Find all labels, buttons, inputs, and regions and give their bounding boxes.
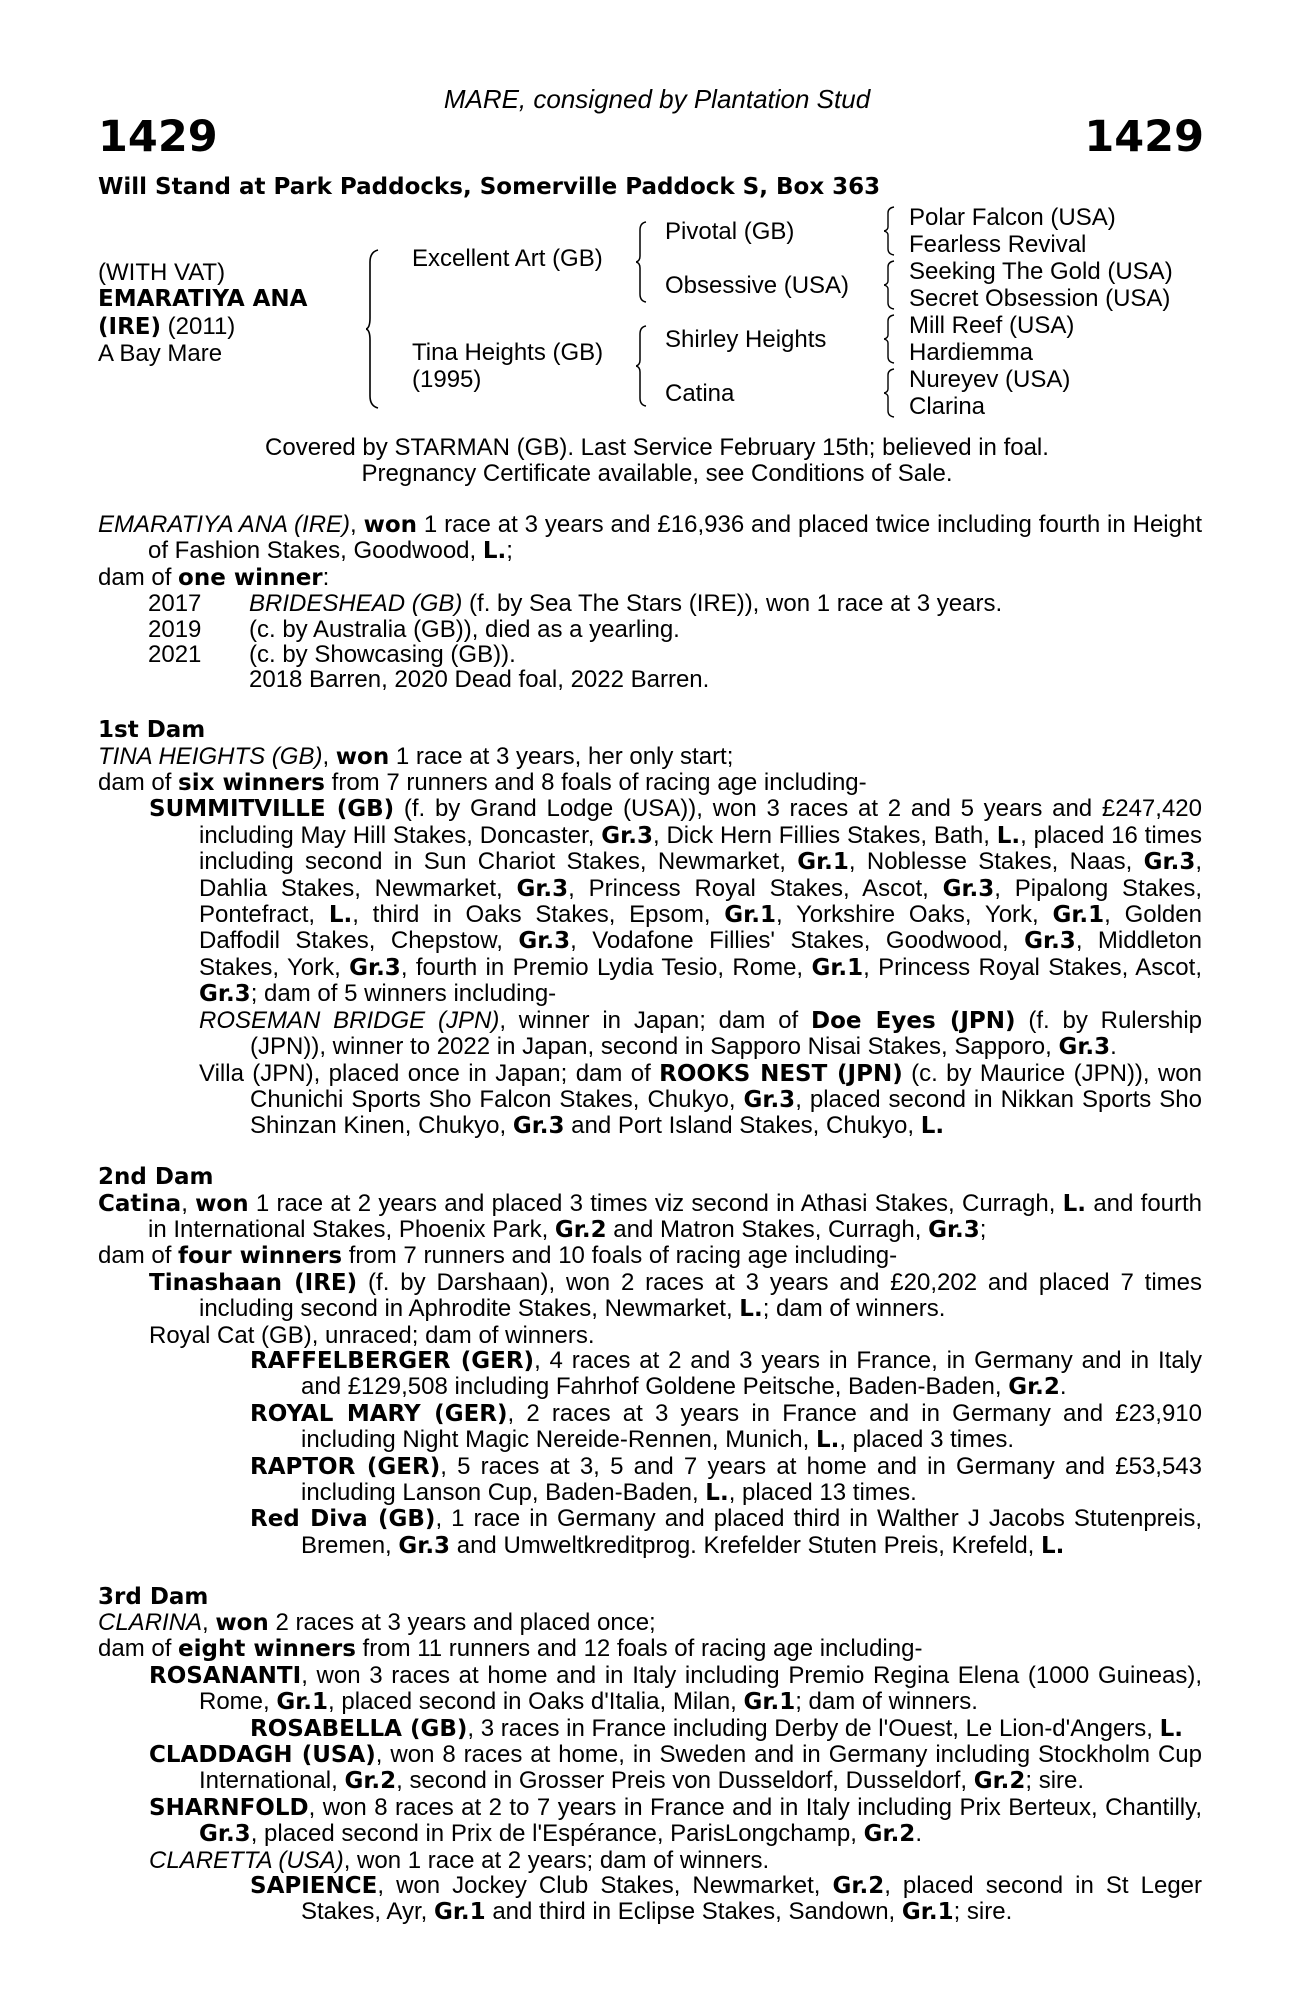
ss-dam: Fearless Revival xyxy=(909,231,1087,258)
text: , xyxy=(350,511,364,538)
dam1-heading: 1st Dam xyxy=(98,717,206,744)
text: ; sire. xyxy=(1025,1767,1085,1795)
produce-year: 2021 xyxy=(148,641,202,669)
text: , Yorkshire Oaks, York, xyxy=(775,901,1053,929)
sire-sire: Pivotal (GB) xyxy=(665,218,795,245)
text: , won 8 races at home, in Sweden and in Germany including Stockholm Cup International, xyxy=(199,1741,1203,1795)
runner-name: ROSEMAN BRIDGE (JPN) xyxy=(199,1006,500,1034)
text: , xyxy=(322,742,336,770)
grade: Gr.1 xyxy=(901,1899,954,1926)
red-diva-entry xyxy=(98,1506,1202,1559)
dam3-name: CLARINA xyxy=(98,1609,203,1637)
pedigree-bracket-main xyxy=(366,248,386,410)
grade: Gr.1 xyxy=(276,1689,329,1716)
grade-label: L. xyxy=(482,538,507,565)
grade: Gr.1 xyxy=(797,849,849,876)
winners-count: eight winners xyxy=(178,1636,356,1663)
grade: Gr.1 xyxy=(811,954,864,981)
grade: L. xyxy=(996,822,1021,849)
runner-name: CLARETTA (USA) xyxy=(149,1846,344,1874)
text: ; dam of winners. xyxy=(762,1295,946,1323)
won-label: won xyxy=(215,1610,269,1637)
text: , placed 3 times. xyxy=(839,1426,1015,1454)
text: , Princess Royal Stakes, Ascot, xyxy=(568,874,943,902)
grade: L. xyxy=(815,1427,840,1454)
horse-description: A Bay Mare xyxy=(98,340,223,367)
dam-year: (1995) xyxy=(412,366,482,393)
lot-number-left: 1429 xyxy=(98,112,218,162)
dam-name: Tina Heights (GB) xyxy=(412,339,604,366)
text: dam of xyxy=(98,1242,179,1270)
rosabella-entry xyxy=(98,1716,1202,1742)
produce-text: (c. by Showcasing (GB)). xyxy=(249,641,516,669)
text: , 2 races at 3 years in France and in Germany and £23,910 including Night Magic Nereide-Rennen, Munich, xyxy=(301,1399,1202,1454)
ss-sire: Polar Falcon (USA) xyxy=(909,204,1116,231)
produce-row xyxy=(98,617,1202,642)
text: 1 race at 2 years and placed 3 times viz second in Athasi Stakes, Curragh, xyxy=(248,1189,1063,1217)
grade: L. xyxy=(1159,1715,1184,1742)
pedigree-bracket-sd xyxy=(884,259,898,311)
roseman-bridge-entry xyxy=(98,1008,1202,1061)
grade: L. xyxy=(920,1113,945,1140)
text: (f. by Sea The Stars (IRE)), won 1 race at 3 years. xyxy=(462,590,1003,618)
won-label: won xyxy=(195,1190,249,1217)
grade: Gr.3 xyxy=(1058,1034,1111,1061)
claddagh-entry xyxy=(98,1742,1202,1795)
won-label: won xyxy=(335,743,390,770)
runner-name: SHARNFOLD xyxy=(149,1794,309,1821)
text: (c. by Maurice (JPN)), won Chunichi Sports Sho Falcon Stakes, Chukyo, xyxy=(250,1059,1203,1113)
pregnancy-line: Pregnancy Certificate available, see Conditions of Sale. xyxy=(361,460,953,487)
text: , xyxy=(181,1189,196,1217)
runner-name: Doe Eyes (JPN) xyxy=(811,1007,1016,1034)
lot-number-right: 1429 xyxy=(1084,112,1204,162)
runner-name: Tinashaan (IRE) xyxy=(149,1269,358,1296)
grade: Gr.3 xyxy=(512,1113,565,1140)
text: , 5 races at 3, 5 and 7 years at home and in Germany and £53,543 including Lanson Cup, Baden-Baden, xyxy=(301,1452,1202,1506)
pedigree-bracket-dd xyxy=(884,367,898,419)
tinashaan-entry xyxy=(98,1270,1202,1323)
grade: Gr.1 xyxy=(743,1689,796,1716)
dam-dam: Catina xyxy=(665,380,735,407)
grade: L. xyxy=(1062,1190,1087,1217)
text: . xyxy=(1110,1033,1117,1061)
text: . xyxy=(915,1820,922,1848)
grade: L. xyxy=(739,1296,763,1323)
mare-name: EMARATIYA ANA (IRE) xyxy=(98,511,351,538)
produce-row xyxy=(98,642,1202,667)
text: . xyxy=(1059,1373,1067,1401)
text: ; dam of winners. xyxy=(795,1688,978,1716)
text: : xyxy=(322,563,330,591)
text: , third in Oaks Stakes, Epsom, xyxy=(352,901,725,929)
runner-name: CLADDAGH (USA) xyxy=(149,1742,376,1769)
sd-dam: Secret Obsession (USA) xyxy=(909,285,1171,312)
grade: Gr.3 xyxy=(1143,849,1196,876)
ds-sire: Mill Reef (USA) xyxy=(909,312,1075,339)
winners-count: one winner xyxy=(178,564,323,591)
grade: Gr.3 xyxy=(516,875,569,902)
dam3-record xyxy=(98,1610,1202,1636)
royal-mary-entry xyxy=(98,1401,1202,1454)
produce-year: 2017 xyxy=(148,590,202,618)
text: ; dam of 5 winners including- xyxy=(250,980,557,1008)
grade: Gr.2 xyxy=(832,1873,885,1900)
grade: Gr.3 xyxy=(601,822,653,849)
text: ; xyxy=(979,1215,987,1243)
grade: Gr.3 xyxy=(942,875,995,902)
grade: L. xyxy=(1041,1532,1065,1559)
text: ; sire. xyxy=(953,1898,1013,1926)
text: , Princess Royal Stakes, Ascot, xyxy=(863,953,1202,981)
grade: L. xyxy=(705,1480,729,1506)
text: 2 races at 3 years and placed once; xyxy=(268,1609,656,1637)
text: , won 1 race at 2 years; dam of winners. xyxy=(343,1846,770,1874)
text: , placed second in St Leger Stakes, Ayr, xyxy=(301,1872,1203,1926)
runner-name: RAFFELBERGER (GER) xyxy=(250,1347,535,1374)
dam1-name: TINA HEIGHTS (GB) xyxy=(98,742,323,770)
pedigree-bracket-dam xyxy=(636,324,652,408)
grade: Gr.1 xyxy=(1052,902,1105,929)
won-label: won xyxy=(363,512,418,538)
grade: Gr.3 xyxy=(398,1532,451,1559)
dam2-record xyxy=(98,1191,1202,1244)
text: , won Jockey Club Stakes, Newmarket, xyxy=(377,1872,833,1900)
text: , Middleton Stakes, York, xyxy=(199,927,1202,981)
mare-dam-of xyxy=(98,565,1202,591)
text: dam of xyxy=(98,1635,179,1663)
sapience-entry xyxy=(98,1873,1202,1926)
text: dam of xyxy=(98,563,179,591)
text: , Vodafone Fillies' Stakes, Goodwood, xyxy=(570,927,1025,955)
text: , second in Grosser Preis von Dusseldorf, Dusseldorf, xyxy=(396,1767,974,1795)
runner-name: ROSANANTI xyxy=(149,1662,302,1689)
runner-name: SAPIENCE xyxy=(250,1873,378,1900)
grade: Gr.3 xyxy=(199,1821,251,1848)
text: (f. by Darshaan), won 2 races at 3 years and £20,202 and placed 7 times including second in Aphrodite Stakes, Newmarket, xyxy=(199,1268,1202,1323)
text: , placed 13 times. xyxy=(728,1479,917,1506)
dd-sire: Nureyev (USA) xyxy=(909,366,1071,393)
text: , Dahlia Stakes, Newmarket, xyxy=(199,848,1202,902)
grade: Gr.1 xyxy=(433,1899,486,1926)
stabling-line: Will Stand at Park Paddocks, Somerville Paddock S, Box 363 xyxy=(98,174,881,200)
pedigree-bracket-ds xyxy=(884,313,898,365)
text: 1 race at 3 years and £16,936 and placed twice including fourth in Height of Fashion Stakes, Goodwood, xyxy=(148,511,1203,565)
consignment-line: MARE, consigned by Plantation Stud xyxy=(443,84,871,114)
summitville-entry xyxy=(98,796,1202,1007)
produce-year: 2019 xyxy=(148,615,202,643)
pedigree-bracket-sire xyxy=(636,220,652,304)
text: , winner in Japan; dam of xyxy=(499,1006,812,1034)
dam-sire: Shirley Heights xyxy=(665,326,827,353)
text: , placed second in Oaks d'Italia, Milan, xyxy=(328,1688,744,1716)
covered-line-1: Covered by STARMAN (GB). Last Service February 15th; believed in foal. xyxy=(265,434,1049,461)
catalogue-body xyxy=(98,512,1202,1926)
text: (f. by Rulership (JPN)), winner to 2022 in Japan, second in Sapporo Nisai Stakes, Sapporo, xyxy=(250,1006,1203,1061)
text: Villa (JPN), placed once in Japan; dam of xyxy=(199,1059,660,1087)
sd-sire: Seeking The Gold (USA) xyxy=(909,258,1173,285)
grade: L. xyxy=(328,902,353,929)
text: Royal Cat (GB), unraced; dam of winners. xyxy=(149,1321,595,1349)
text: , placed 16 times including second in Sun Chariot Stakes, Newmarket, xyxy=(199,821,1203,876)
dam3-heading: 3rd Dam xyxy=(98,1583,209,1610)
text: , 3 races in France including Derby de l'Ouest, Le Lion-d'Angers, xyxy=(467,1714,1160,1742)
grade: Gr.3 xyxy=(928,1216,980,1243)
horse-country: (IRE) xyxy=(98,314,162,340)
text: from 7 runners and 8 foals of racing age including- xyxy=(324,769,867,797)
villa-entry xyxy=(98,1061,1202,1140)
text: , placed second in Prix de l'Espérance, ParisLongchamp, xyxy=(250,1820,864,1848)
grade: Gr.3 xyxy=(518,928,571,955)
grade: Gr.3 xyxy=(199,981,251,1008)
grade: Gr.2 xyxy=(863,1821,916,1848)
produce-year xyxy=(148,667,249,692)
horse-name-line2 xyxy=(98,313,235,341)
winners-count: six winners xyxy=(178,770,325,797)
text: , placed second in Nikkan Sports Sho Shinzan Kinen, Chukyo, xyxy=(250,1085,1202,1140)
raptor-entry xyxy=(98,1454,1202,1507)
grade: Gr.3 xyxy=(349,954,401,981)
text: , fourth in Premio Lydia Tesio, Rome, xyxy=(400,953,812,981)
text: from 7 runners and 10 foals of racing age including- xyxy=(342,1242,898,1270)
mare-record xyxy=(98,512,1202,565)
text: , Golden Daffodil Stakes, Chepstow, xyxy=(199,901,1202,955)
dam1-record xyxy=(98,744,1202,770)
grade: Gr.3 xyxy=(1024,928,1076,955)
runner-name: SUMMITVILLE (GB) xyxy=(149,796,395,823)
produce-text: 2018 Barren, 2020 Dead foal, 2022 Barren. xyxy=(249,666,710,694)
text: ; xyxy=(506,537,513,565)
dd-dam: Clarina xyxy=(909,393,986,420)
grade: Gr.2 xyxy=(554,1216,607,1243)
claretta-entry xyxy=(98,1848,1202,1873)
sire-name: Excellent Art (GB) xyxy=(412,245,603,272)
horse-name: EMARATIYA ANA xyxy=(98,286,308,312)
sire-dam: Obsessive (USA) xyxy=(665,272,850,299)
runner-name: RAPTOR (GER) xyxy=(250,1453,441,1480)
royal-cat-entry xyxy=(98,1323,1202,1348)
dam2-heading: 2nd Dam xyxy=(98,1164,214,1191)
ds-dam: Hardiemma xyxy=(909,339,1034,366)
produce-text: (c. by Australia (GB)), died as a yearling. xyxy=(249,615,680,643)
text: , won 8 races at 2 to 7 years in France and in Italy including Prix Berteux, Chantilly, xyxy=(308,1793,1202,1821)
text: , won 3 races at home and in Italy including Premio Regina Elena (1000 Guineas), Rome, xyxy=(199,1661,1202,1716)
text: (f. by Grand Lodge (USA)), won 3 races at 2 and 5 years and £247,420 including May Hill Stakes, Doncaster, xyxy=(199,795,1202,849)
dam2-name: Catina xyxy=(98,1190,182,1217)
raffelberger-entry xyxy=(98,1348,1202,1401)
dam3-dam-of xyxy=(98,1636,1202,1662)
text: and Umweltkreditprog. Krefelder Stuten Preis, Krefeld, xyxy=(450,1531,1042,1559)
text: dam of xyxy=(98,769,179,797)
text: and third in Eclipse Stakes, Sandown, xyxy=(485,1898,902,1926)
horse-foaled-year: (2011) xyxy=(161,313,236,340)
grade: Gr.2 xyxy=(1008,1374,1060,1401)
covered-notice xyxy=(0,435,1314,487)
rosananti-entry xyxy=(98,1663,1202,1716)
winners-count: four winners xyxy=(178,1243,343,1270)
runner-name: ROYAL MARY (GER) xyxy=(250,1400,508,1427)
text: from 11 runners and 12 foals of racing age including- xyxy=(355,1635,923,1663)
sharnfold-entry xyxy=(98,1795,1202,1848)
produce-name: BRIDESHEAD (GB) xyxy=(249,590,463,618)
text: and Port Island Stakes, Chukyo, xyxy=(564,1112,921,1140)
runner-name: ROSABELLA (GB) xyxy=(250,1715,468,1742)
pedigree-bracket-ss xyxy=(884,205,898,257)
text: and Matron Stakes, Curragh, xyxy=(606,1215,929,1243)
grade: Gr.2 xyxy=(344,1768,397,1795)
text: , xyxy=(202,1609,216,1637)
text: , 4 races at 2 and 3 years in France, in Germany and in Italy and £129,508 including Fahrhof Goldene Peitsche, Baden-Baden, xyxy=(301,1346,1203,1401)
grade: Gr.3 xyxy=(743,1086,796,1113)
text: , Pipalong Stakes, Pontefract, xyxy=(199,874,1202,929)
vat-label: (WITH VAT) xyxy=(98,259,226,286)
produce-row xyxy=(98,667,1202,692)
runner-name: ROOKS NEST (JPN) xyxy=(659,1060,903,1087)
dam2-dam-of xyxy=(98,1243,1202,1269)
text: 1 race at 3 years, her only start; xyxy=(389,742,734,770)
text: , Dick Hern Fillies Stakes, Bath, xyxy=(652,821,997,849)
dam1-dam-of xyxy=(98,770,1202,796)
produce-row xyxy=(98,591,1202,616)
text: and fourth in International Stakes, Phoenix Park, xyxy=(148,1189,1203,1243)
grade: Gr.1 xyxy=(724,902,776,929)
grade: Gr.2 xyxy=(973,1768,1026,1795)
runner-name: Red Diva (GB) xyxy=(250,1506,436,1533)
text: , Noblesse Stakes, Naas, xyxy=(848,848,1144,876)
produce-text xyxy=(249,591,1002,616)
text: , 1 race in Germany and placed third in Walther J Jacobs Stutenpreis, Bremen, xyxy=(301,1505,1202,1559)
